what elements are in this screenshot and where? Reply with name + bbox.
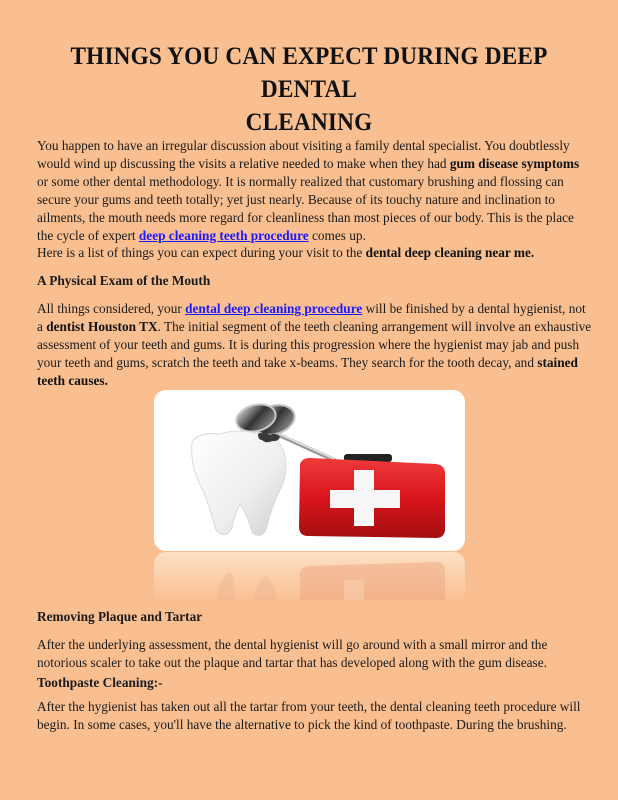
intro-text-3: comes up.: [308, 228, 366, 243]
page-title: [22, 40, 597, 139]
dental-deep-cleaning-near-me-bold: dental deep cleaning near me.: [365, 245, 535, 260]
physical-exam-text-1: All things considered, your: [37, 301, 186, 316]
list-intro-paragraph: [37, 244, 593, 262]
intro-text-2: or some other dental methodology. It is normally realized that customary brushing and flossing can secure your gums and teeth totally; yet just nearly. Because of its touchy nature and inclination to ailments, the mouth needs more regard for cleanliness than most pieces of our body. This is the place the cycle of expert: [37, 174, 574, 243]
section-heading-toothpaste-cleaning: Toothpaste Cleaning:-: [37, 675, 163, 690]
physical-exam-paragraph: [37, 300, 593, 390]
dental-illustration-image: [154, 390, 465, 551]
title-line-1: THINGS YOU CAN EXPECT DURING DEEP DENTAL: [70, 43, 548, 103]
list-intro-text: Here is a list of things you can expect during your visit to the: [37, 245, 366, 260]
dentist-houston-tx-bold: dentist Houston TX: [46, 319, 158, 334]
tooth: [192, 431, 286, 536]
reflection-shapes: [154, 552, 465, 602]
intro-text-1: You happen to have an irregular discussion about visiting a family dental specialist. You doubtlessly would wind up discussing the visits a relative needed to make when they had: [37, 138, 570, 171]
deep-cleaning-teeth-procedure-link[interactable]: deep cleaning teeth procedure: [138, 228, 309, 243]
section-heading-physical-exam: A Physical Exam of the Mouth: [37, 273, 211, 288]
section-heading-removing-plaque: Removing Plaque and Tartar: [37, 609, 203, 624]
stained-teeth-causes-bold: stained teeth causes.: [37, 355, 578, 388]
image-reflection: [154, 552, 465, 602]
physical-exam-text-2: will be finished by a dental hygienist, not a: [37, 301, 586, 334]
tooth-and-first-aid-kit-icon: [154, 390, 465, 551]
dental-deep-cleaning-procedure-link[interactable]: dental deep cleaning procedure: [185, 301, 363, 316]
toothpaste-cleaning-paragraph: After the hygienist has taken out all the tartar from your teeth, the dental cleaning teeth procedure will begin. In some cases, you'll have the alternative to pick the kind of toothpaste. During the brushing.: [37, 699, 581, 732]
intro-paragraph: [37, 137, 593, 245]
physical-exam-text-3: . The initial segment of the teeth cleaning arrangement will involve an exhaustive assessment of your teeth and gums. It is during this progression where the hygienist may jab and push your teeth and gums, scratch the teeth and take x-beams. They search for the tooth decay, and: [37, 319, 592, 370]
gum-disease-symptoms-bold: gum disease symptoms: [449, 156, 580, 171]
removing-plaque-paragraph: After the underlying assessment, the dental hygienist will go around with a small mirror and the notorious scaler to take out the plaque and tartar that has developed along with the gum disease.: [37, 637, 548, 670]
title-line-2: CLEANING: [245, 109, 373, 136]
